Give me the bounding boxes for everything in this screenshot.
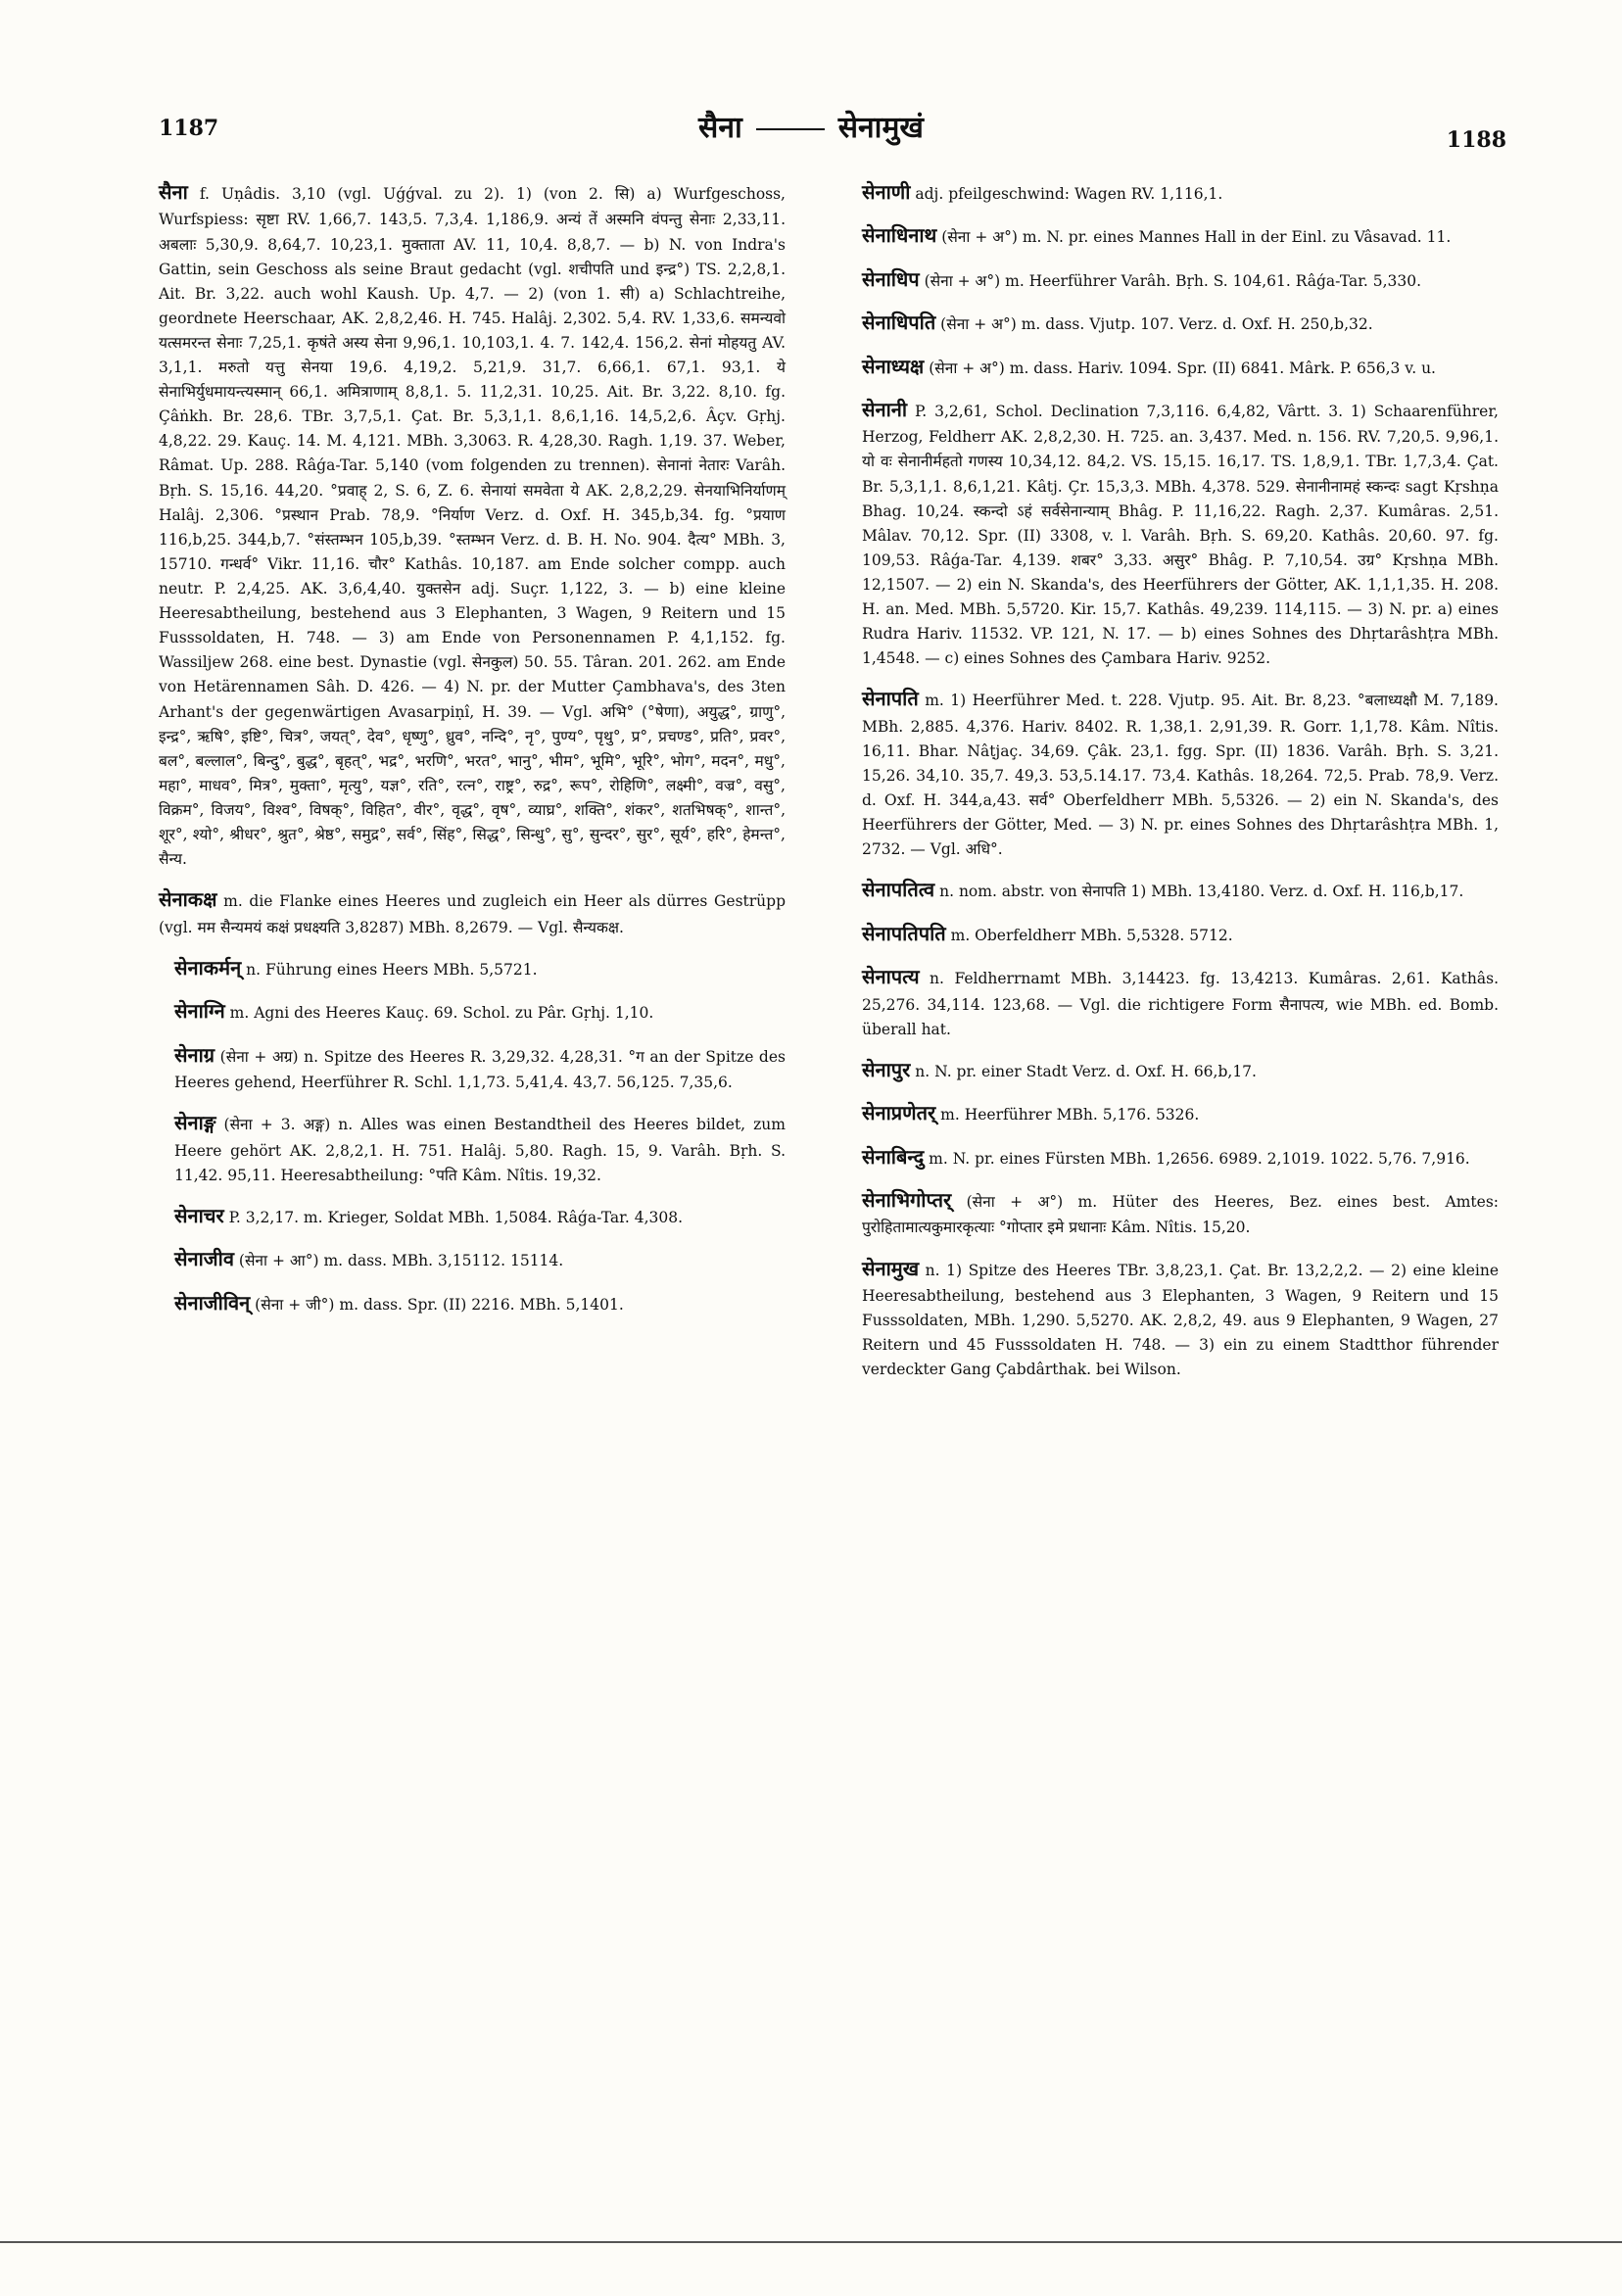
dictionary-entry (159, 176, 786, 872)
entry-text: n. Führung eines Heers MBh. 5,5721. (246, 960, 538, 979)
entry-text: m. Agni des Heeres Kauç. 69. Schol. zu Pâr. Gṛhj. 1,10. (229, 1004, 654, 1023)
bottom-rule (0, 2241, 1622, 2243)
entry-text: m. N. pr. eines Fürsten MBh. 1,2656. 6989. 2,1019. 1022. 5,76. 7,916. (929, 1149, 1470, 1168)
entry-headword: सेनाधिपति (862, 311, 936, 335)
dictionary-entry (862, 1253, 1499, 1383)
entry-headword: सेनापुर (862, 1057, 911, 1081)
entry-headword: सेनाधिप (862, 266, 920, 291)
dictionary-entry (862, 918, 1499, 949)
entry-headword: सेनाणी (862, 180, 911, 204)
entry-headword: सेनानी (862, 397, 908, 421)
dictionary-entry (862, 351, 1499, 382)
dictionary-entry (159, 1287, 786, 1318)
dictionary-entry (862, 874, 1499, 905)
entry-text: n. nom. abstr. von सेनापति 1) MBh. 13,4180. Verz. d. Oxf. H. 116,b,17. (939, 883, 1464, 901)
entry-text: n. Feldherrnamt MBh. 3,14423. fg. 13,4213. Kumâras. 2,61. Kathâs. 25,276. 34,114. 123,68. — Vgl. die richtigere Form सैनापत्य, wie MBh. ed. Bomb. überall hat. (862, 970, 1499, 1038)
entry-text: (सेना + आ°) m. dass. MBh. 3,15112. 15114. (238, 1252, 564, 1270)
entry-headword: सेनाग्नि (174, 999, 225, 1024)
entry-headword: सेनाग्र (174, 1042, 215, 1067)
entry-text: m. die Flanke eines Heeres und zugleich ein Heer als dürres Gestrüpp (vgl. मम सैन्यमयं कक्षं प्रधक्ष्यति 3,8287) MBh. 8,2679. — Vgl. सैन्यकक्ष. (159, 892, 786, 936)
entry-headword: सेनाभिगोप्तर् (862, 1188, 952, 1213)
entry-text: f. Uṇâdis. 3,10 (vgl. Uǵǵval. zu 2). 1) (von 2. सि) a) Wurfgeschoss, Wurfspiess: सृष्टा RV. 1,66,7. 143,5. 7,3,4. 1,186,9. अन्यं तें अस्मनि वंपन्तु सेनाः 2,33,11. अबलाः 5,30,9. 8,64,7. 10,23,1. मुक्ताता AV. 11, 10,4. 8,8,7. — b) N. von Indra's Gattin, sein Geschoss als seine Braut gedacht (vgl. शचीपति und इन्द्र°) TS. 2,2,8,1. Ait. Br. 3,22. auch wohl Kaush. Up. 4,7. — 2) (von 1. सी) a) Schlachtreihe, geordnete Heerschaar, AK. 2,8,2,46. H. 745. Halâj. 2,302. 5,4. RV. 1,33,6. समन्यवो यत्समरन्त सेनाः 7,25,1. कृषंते अस्य सेना 9,96,1. 10,103,1. 4. 7. 142,4. 156,2. सेनां मोहयतु AV. 3,1,1. मरुतो यत्तु सेनया 19,6. 4,19,2. 5,21,9. 31,7. 6,66,1. 67,1. 93,1. ये सेनाभिर्युधमायन्त्यस्मान् 66,1. अमित्राणाम् 8,8,1. 5. 11,2,31. 10,25. Ait. Br. 3,22. 8,10. fg. Çâṅkh. Br. 28,6. TBr. 3,7,5,1. Çat. Br. 5,3,1,1. 8,6,1,16. 14,5,2,6. Âçv. Gṛhj. 4,8,22. 29. Kauç. 14. M. 4,121. MBh. 3,3063. R. 4,28,30. Ragh. 1,19. 37. Weber, Râmat. Up. 288. Râǵa-Tar. 5,140 (vom folgenden zu trennen). सेनानां नेतारः Varâh. Bṛh. S. 15,16. 44,20. °प्रवाह् 2, S. 6, Z. 6. सेनायां समवेता ये AK. 2,8,2,29. सेनयाभिनिर्याणम् Halâj. 2,306. °प्रस्थान Prab. 78,9. °निर्याण Verz. d. Oxf. H. 345,b,34. fg. °प्रयाण 116,b,25. 344,b,7. °संस्तम्भन 105,b,39. °स्तम्भन Verz. d. B. H. No. 904. दैत्य° MBh. 3, 15710. गन्धर्व° Vikr. 11,16. चौर° Kathâs. 10,187. am Ende solcher compp. auch neutr. P. 2,4,25. AK. 3,6,4,40. युक्तसेन adj. Suçr. 1,122, 3. — b) eine kleine Heeresabtheilung, bestehend aus 3 Elephanten, 3 Wagen, 9 Reitern und 15 Fusssoldaten, H. 748. — 3) am Ende von Personennamen P. 4,1,152. fg. Wassiljew 268. eine best. Dynastie (vgl. सेनकुल) 50. 55. Târan. 201. 262. am Ende von Hetärennamen Sâh. D. 426. — 4) N. pr. der Mutter Çambhava's, des 3ten Arhant's der gegenwärtigen Avasarpiṇî, H. 39. — Vgl. अभि° (°षेणा), अयुद्ध°, ग्राणु°, इन्द्र°, ऋषि°, इष्टि°, चित्र°, जयत्°, देव°, धृष्णु°, ध्रुव°, नन्दि°, नृ°, पुण्य°, पृथु°, प्र°, प्रचण्ड°, प्रति°, प्रवर°, बल°, बल्लाल°, बिन्दु°, बुद्ध°, बृहत्°, भद्र°, भरणि°, भरत°, भानु°, भीम°, भूमि°, भूरि°, भोग°, मदन°, मधु°, महा°, माधव°, मित्र°, मुक्ता°, मृत्यु°, यज्ञ°, रति°, रत्न°, राष्ट्र°, रुद्र°, रूप°, रोहिणि°, लक्ष्मी°, वज्र°, वसु°, विक्रम°, विजय°, विश्व°, विषक्°, विहित°, वीर°, वृद्ध°, वृष°, व्याघ्र°, शक्ति°, शंकर°, शतभिषक्°, शान्त°, शूर°, श्यो°, श्रीधर°, श्रुत°, श्रेष्ठ°, समुद्र°, सर्व°, सिंह°, सिद्ध°, सिन्धु°, सु°, सुन्दर°, सुर°, सूर्य°, हरि°, हेमन्त°, सैन्य. (159, 185, 786, 869)
dictionary-entry (862, 961, 1499, 1042)
running-head-right: सेनामुखं (837, 111, 924, 145)
entry-headword: सेनाधिनाथ (862, 223, 937, 248)
entry-text: P. 3,2,61, Schol. Declination 7,3,116. 6,4,82, Vârtt. 3. 1) Schaarenführer, Herzog, Feldherr AK. 2,8,2,30. H. 725. an. 3,437. Med. n. 156. RV. 7,20,5. 9,96,1. यो वः सेनानीर्महतो गणस्य 10,34,12. 84,2. VS. 15,15. 16,17. TS. 1,8,9,1. TBr. 1,7,3,4. Çat. Br. 5,3,1,1. 8,6,1,21. Kâtj. Çr. 15,3,3. MBh. 4,378. 529. सेनानीनामहं स्कन्दः sagt Kṛshṇa Bhag. 10,24. स्कन्दो ऽहं सर्वसेनान्याम् Bhâg. P. 11,16,22. Ragh. 2,37. Kumâras. 2,51. Mâlav. 70,12. Spr. (II) 3308, v. l. Varâh. Bṛh. S. 69,20. Kathâs. 20,60. 97. fg. 109,53. Râǵa-Tar. 4,139. शबर° 3,33. असुर° Bhâg. P. 7,10,54. उग्र° Kṛshṇa MBh. 12,1507. — 2) ein N. Skanda's, des Heerführers der Götter, AK. 1,1,1,35. H. 208. H. an. Med. MBh. 5,5720. Kir. 15,7. Kathâs. 49,239. 114,115. — 3) N. pr. a) eines Rudra Hariv. 11532. VP. 121, N. 17. — b) eines Sohnes des Dhṛtarâshṭra MBh. 1,4548. — c) eines Sohnes des Çambara Hariv. 9252. (862, 402, 1499, 668)
entry-text: m. 1) Heerführer Med. t. 228. Vjutp. 95. Ait. Br. 8,23. °बलाध्यक्षौ M. 7,189. MBh. 2,885. 4,376. Hariv. 8402. R. 1,38,1. 2,91,39. R. Gorr. 1,1,78. Kâm. Nîtis. 16,11. Bhar. Nâṭjaç. 34,69. Çâk. 23,1. fgg. Spr. (II) 1836. Varâh. Bṛh. S. 3,21. 15,26. 34,10. 35,7. 49,3. 53,5.14.17. 73,4. Kathâs. 18,264. 72,5. Prab. 78,9. Verz. d. Oxf. H. 344,a,43. सर्व° Oberfeldherr MBh. 5,5326. — 2) ein N. Skanda's, des Heerführers der Götter, Med. — 3) N. pr. eines Sohnes des Dhṛtarâshṭra MBh. 1, 2732. — Vgl. अधि°. (862, 692, 1499, 859)
entry-headword: सेनाजीविन् (174, 1290, 251, 1315)
dictionary-entry (862, 1141, 1499, 1172)
dictionary-entry (862, 1097, 1499, 1128)
entry-text: n. 1) Spitze des Heeres TBr. 3,8,23,1. Çat. Br. 13,2,2,2. — 2) eine kleine Heeresabtheilung, bestehend aus 3 Elephanten, 3 Wagen, 9 Reitern und 15 Fusssoldaten, MBh. 1,290. 5,5270. AK. 2,8,2, 49. aus 9 Elephanten, 9 Wagen, 27 Reitern und 45 Fusssoldaten H. 748. — 3) ein zu einem Stadtthor führender verdeckter Gang Çabdârthak. bei Wilson. (862, 1261, 1499, 1379)
dictionary-entry (862, 263, 1499, 295)
dictionary-entry (159, 1107, 786, 1188)
dictionary-entry (862, 307, 1499, 338)
entry-text: n. N. pr. einer Stadt Verz. d. Oxf. H. 66,b,17. (915, 1062, 1257, 1080)
entry-text: (सेना + जी°) m. dass. Spr. (II) 2216. MBh. 5,1401. (255, 1295, 624, 1314)
entry-headword: सेनाचर (174, 1203, 224, 1227)
entry-headword: सेनापतिपति (862, 921, 946, 945)
dictionary-entry (862, 176, 1499, 208)
entry-text: m. Heerführer MBh. 5,176. 5326. (940, 1106, 1200, 1124)
left-column (159, 176, 786, 1330)
entry-headword: सेनाङ्ग (174, 1111, 216, 1135)
entry-headword: सेनाध्यक्ष (862, 354, 925, 378)
running-head (0, 106, 1622, 146)
dictionary-entry (159, 952, 786, 983)
entry-text: (सेना + अ°) m. Hüter des Heeres, Bez. eines best. Amtes: पुरोहितामात्यकुमारकृत्याः °गोप्तार इमे प्रधानाः Kâm. Nîtis. 15,20. (862, 1193, 1499, 1237)
dictionary-entry (159, 1200, 786, 1231)
dictionary-entry (159, 995, 786, 1027)
dictionary-entry (159, 1243, 786, 1274)
entry-text: adj. pfeilgeschwind: Wagen RV. 1,116,1. (915, 185, 1223, 203)
entry-text: (सेना + अ°) m. N. pr. eines Mannes Hall in der Einl. zu Vâsavad. 11. (941, 228, 1452, 247)
entry-headword: सेनापतित्व (862, 878, 935, 902)
entry-headword: सेनाकक्ष (159, 887, 217, 912)
dictionary-entry (862, 683, 1499, 862)
entry-text: (सेना + अग्र) n. Spitze des Heeres R. 3,29,32. 4,28,31. °ग an der Spitze des Heeres gehend, Heerführer R. Schl. 1,1,73. 5,41,4. 43,7. 56,125. 7,35,6. (174, 1047, 786, 1092)
entry-text: (सेना + अ°) m. Heerführer Varâh. Bṛh. S. 104,61. Râǵa-Tar. 5,330. (924, 271, 1422, 290)
dictionary-entry (862, 394, 1499, 671)
entry-text: m. Oberfeldherr MBh. 5,5328. 5712. (950, 926, 1233, 944)
running-head-left: सैना (698, 111, 742, 145)
running-head-dash (756, 128, 825, 130)
entry-headword: सेनापत्य (862, 965, 920, 989)
dictionary-entry (862, 219, 1499, 251)
entry-headword: सेनाजीव (174, 1247, 234, 1271)
dictionary-entry (159, 884, 786, 940)
entry-headword: सेनाबिन्दु (862, 1144, 925, 1169)
entry-headword: सैना (159, 180, 188, 204)
dictionary-entry (862, 1184, 1499, 1241)
entry-headword: सेनाप्रणेतर् (862, 1101, 936, 1125)
page-number-right: 1188 (1446, 127, 1506, 153)
entry-text: P. 3,2,17. m. Krieger, Soldat MBh. 1,5084. Râǵa-Tar. 4,308. (228, 1208, 684, 1226)
dictionary-entry (159, 1039, 786, 1096)
page-number-left: 1187 (159, 116, 219, 141)
entry-text: (सेना + अ°) m. dass. Vjutp. 107. Verz. d. Oxf. H. 250,b,32. (940, 315, 1373, 334)
right-column (862, 176, 1499, 1394)
dictionary-entry (862, 1054, 1499, 1085)
entry-text: (सेना + 3. अङ्ग) n. Alles was einen Bestandtheil des Heeres bildet, zum Heere gehört AK. 2,8,2,1. H. 751. Halâj. 5,80. Ragh. 15, 9. Varâh. Bṛh. S. 11,42. 95,11. Heeresabtheilung: °पति Kâm. Nîtis. 19,32. (174, 1116, 786, 1184)
entry-headword: सेनाकर्मन् (174, 955, 242, 980)
entry-headword: सेनापति (862, 687, 919, 711)
entry-headword: सेनामुख (862, 1256, 920, 1280)
entry-text: (सेना + अ°) m. dass. Hariv. 1094. Spr. (II) 6841. Mârk. P. 656,3 v. u. (929, 359, 1436, 377)
